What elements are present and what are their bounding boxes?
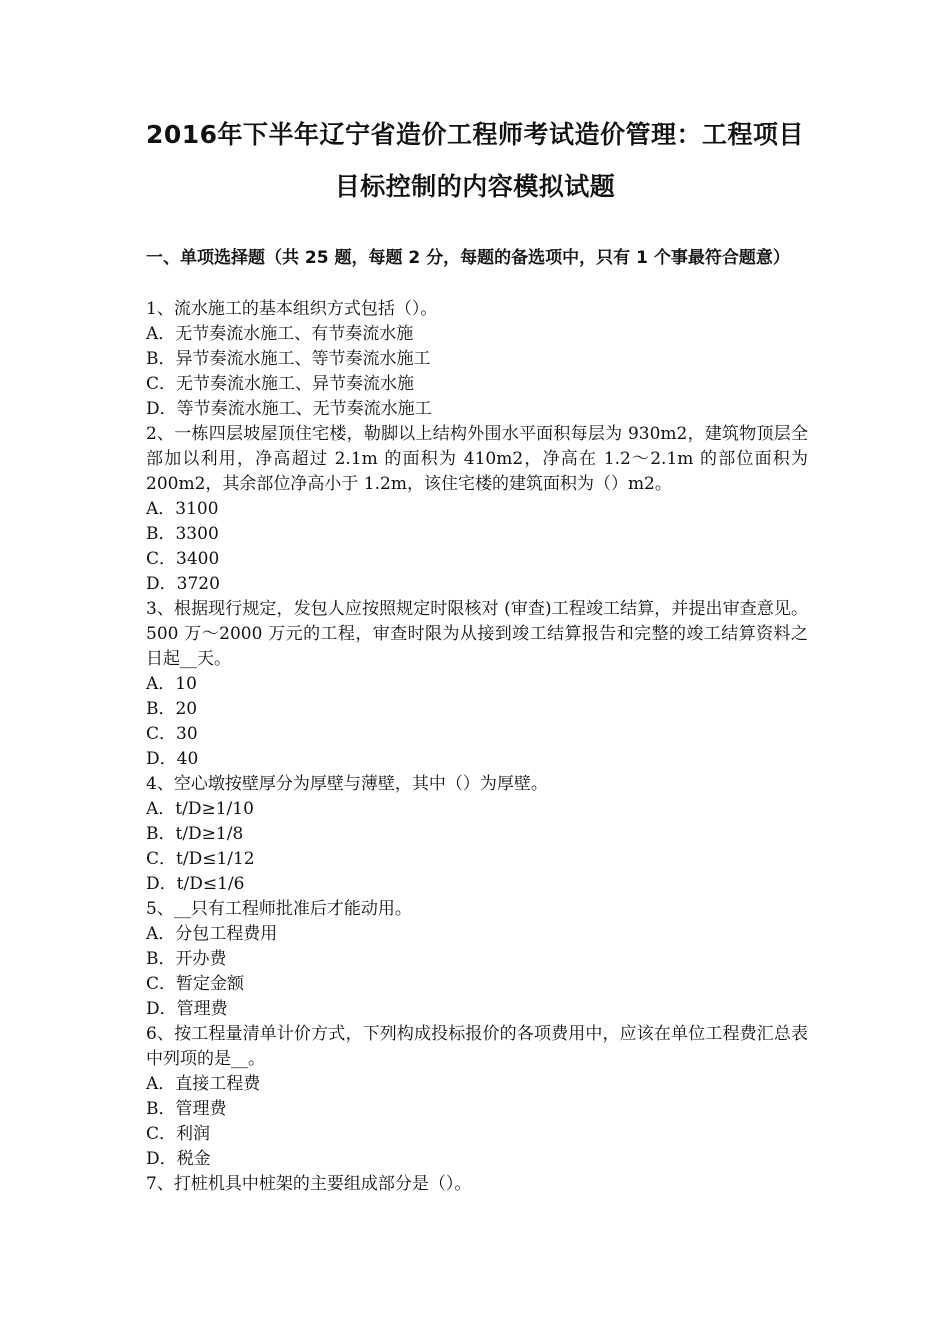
option-d: D．管理费 (146, 999, 228, 1019)
question-stem: 1、流水施工的基本组织方式包括（）。 (146, 299, 438, 319)
option-b: B．3300 (146, 524, 219, 544)
option-b: B．异节奏流水施工、等节奏流水施工 (146, 349, 431, 369)
question-stem: 5、__只有工程师批准后才能动用。 (146, 899, 412, 919)
section-heading: 一、单项选择题（共 25 题，每题 2 分，每题的备选项中，只有 1 个事最符合题意） (146, 248, 790, 268)
option-d: D．t/D≤1/6 (146, 874, 245, 894)
option-d: D．3720 (146, 574, 220, 594)
option-a: A．10 (146, 674, 197, 694)
option-c: C．t/D≤1/12 (146, 849, 255, 869)
question-stem: 4、空心墩按壁厚分为厚壁与薄壁，其中（）为厚壁。 (146, 774, 548, 794)
option-d: D．40 (146, 749, 199, 769)
option-c: C．无节奏流水施工、异节奏流水施 (146, 374, 415, 394)
option-d: D．税金 (146, 1149, 211, 1169)
option-a: A．直接工程费 (146, 1074, 261, 1094)
option-c: C．3400 (146, 549, 220, 569)
question-stem: 2、一栋四层坡屋顶住宅楼，勒脚以上结构外围水平面积每层为 930m2，建筑物顶层全部加以利用，净高超过 2.1m 的面积为 410m2，净高在 1.2～2.1m 的部位面积为 200m2，其余部位净高小于 1.2m，该住宅楼的建筑面积为（）m2。 (146, 424, 808, 494)
question-list (146, 297, 808, 1197)
option-a: A．分包工程费用 (146, 924, 278, 944)
option-a: A．3100 (146, 499, 219, 519)
option-d: D．等节奏流水施工、无节奏流水施工 (146, 399, 432, 419)
option-a: A．t/D≥1/10 (146, 799, 254, 819)
option-c: C．暂定金额 (146, 974, 245, 994)
question-stem: 7、打桩机具中桩架的主要组成部分是（）。 (146, 1174, 472, 1194)
option-b: B．开办费 (146, 949, 227, 969)
question-stem: 3、根据现行规定，发包人应按照规定时限核对 (审查)工程竣工结算，并提出审查意见。500 万～2000 万元的工程，审查时限为从接到竣工结算报告和完整的竣工结算资料之日起__天。 (146, 599, 808, 669)
option-c: C．30 (146, 724, 198, 744)
question-stem: 6、按工程量清单计价方式，下列构成投标报价的各项费用中，应该在单位工程费汇总表中列项的是__。 (146, 1024, 808, 1069)
option-a: A．无节奏流水施工、有节奏流水施 (146, 324, 414, 344)
option-c: C．利润 (146, 1124, 211, 1144)
document-title-line-1: 2016年下半年辽宁省造价工程师考试造价管理：工程项目 (145, 120, 805, 149)
document-title-line-2: 目标控制的内容模拟试题 (334, 172, 616, 201)
option-b: B．t/D≥1/8 (146, 824, 244, 844)
option-b: B．管理费 (146, 1099, 227, 1119)
option-b: B．20 (146, 699, 198, 719)
